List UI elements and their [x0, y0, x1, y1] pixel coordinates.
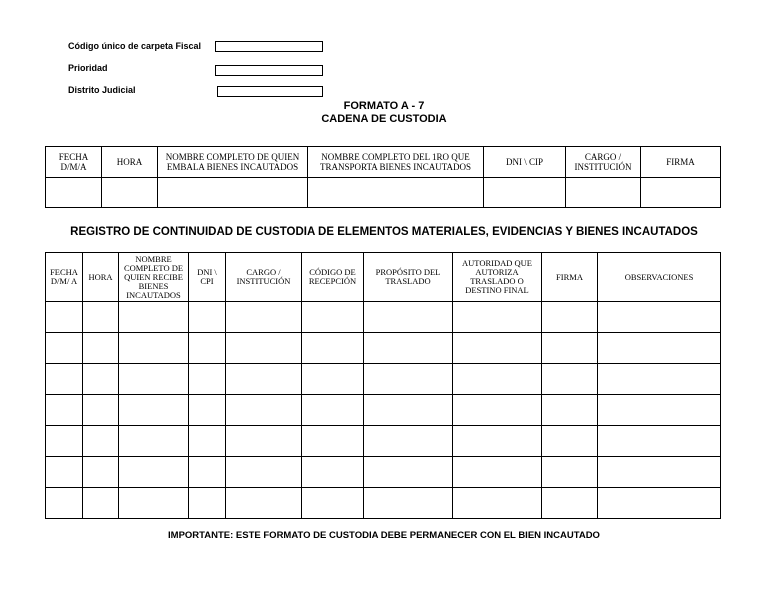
- header-dni-cip: DNI \ CIP: [484, 147, 566, 178]
- header-receiver-name: NOMBRE COMPLETO DE QUIEN RECIBE BIENES INCAUTADOS: [119, 253, 189, 302]
- fiscal-folder-code-label: Código único de carpeta Fiscal: [68, 41, 202, 51]
- header-observations: OBSERVACIONES: [598, 253, 721, 302]
- format-title: FORMATO A - 7: [343, 100, 425, 112]
- header-date: FECHA D/M/ A: [46, 253, 83, 302]
- table-row: [46, 333, 721, 364]
- header-position-institution: CARGO / INSTITUCIÓN: [226, 253, 302, 302]
- header-packer-name: NOMBRE COMPLETO DE QUIEN EMBALA BIENES INCAUTADOS: [158, 147, 308, 178]
- table-row: [46, 302, 721, 333]
- time-cell[interactable]: [102, 178, 158, 208]
- custody-chain-table: [45, 146, 721, 208]
- table-row: [46, 364, 721, 395]
- header-time: HORA: [102, 147, 158, 178]
- header-date: FECHA D/M/A: [46, 147, 102, 178]
- judicial-district-field[interactable]: [217, 86, 323, 97]
- header-signature: FIRMA: [542, 253, 598, 302]
- table-row: [46, 457, 721, 488]
- header-authorizing-authority: AUTORIDAD QUE AUTORIZA TRASLADO O DESTINO FINAL: [453, 253, 542, 302]
- dni-cip-cell[interactable]: [484, 178, 566, 208]
- custody-continuity-table: [45, 252, 721, 519]
- important-note: IMPORTANTE: ESTE FORMATO DE CUSTODIA DEBE PERMANECER CON EL BIEN INCAUTADO: [168, 530, 600, 541]
- header-time: HORA: [83, 253, 119, 302]
- header-reception-code: CÓDIGO DE RECEPCIÓN: [302, 253, 364, 302]
- position-institution-cell[interactable]: [566, 178, 641, 208]
- format-subtitle: CADENA DE CUSTODIA: [321, 113, 447, 125]
- table-row: [46, 395, 721, 426]
- continuity-section-title: REGISTRO DE CONTINUIDAD DE CUSTODIA DE ELEMENTOS MATERIALES, EVIDENCIAS Y BIENES INCAUTADOS: [70, 226, 698, 238]
- header-signature: FIRMA: [641, 147, 721, 178]
- header-position-institution: CARGO / INSTITUCIÓN: [566, 147, 641, 178]
- date-cell[interactable]: [46, 178, 102, 208]
- fiscal-folder-code-field[interactable]: [215, 41, 323, 52]
- table-row: [46, 426, 721, 457]
- priority-label: Prioridad: [68, 63, 108, 73]
- custody-table-header-row: [46, 147, 721, 178]
- header-dni-cpi: DNI \ CPI: [189, 253, 226, 302]
- table-row: [46, 178, 721, 208]
- header-first-transporter-name: NOMBRE COMPLETO DEL 1RO QUE TRANSPORTA BIENES INCAUTADOS: [308, 147, 484, 178]
- packer-name-cell[interactable]: [158, 178, 308, 208]
- signature-cell[interactable]: [641, 178, 721, 208]
- judicial-district-label: Distrito Judicial: [68, 85, 136, 95]
- header-transfer-purpose: PROPÓSITO DEL TRASLADO: [364, 253, 453, 302]
- table-row: [46, 488, 721, 519]
- continuity-table-header-row: [46, 253, 721, 302]
- priority-field[interactable]: [215, 65, 323, 76]
- transporter-name-cell[interactable]: [308, 178, 484, 208]
